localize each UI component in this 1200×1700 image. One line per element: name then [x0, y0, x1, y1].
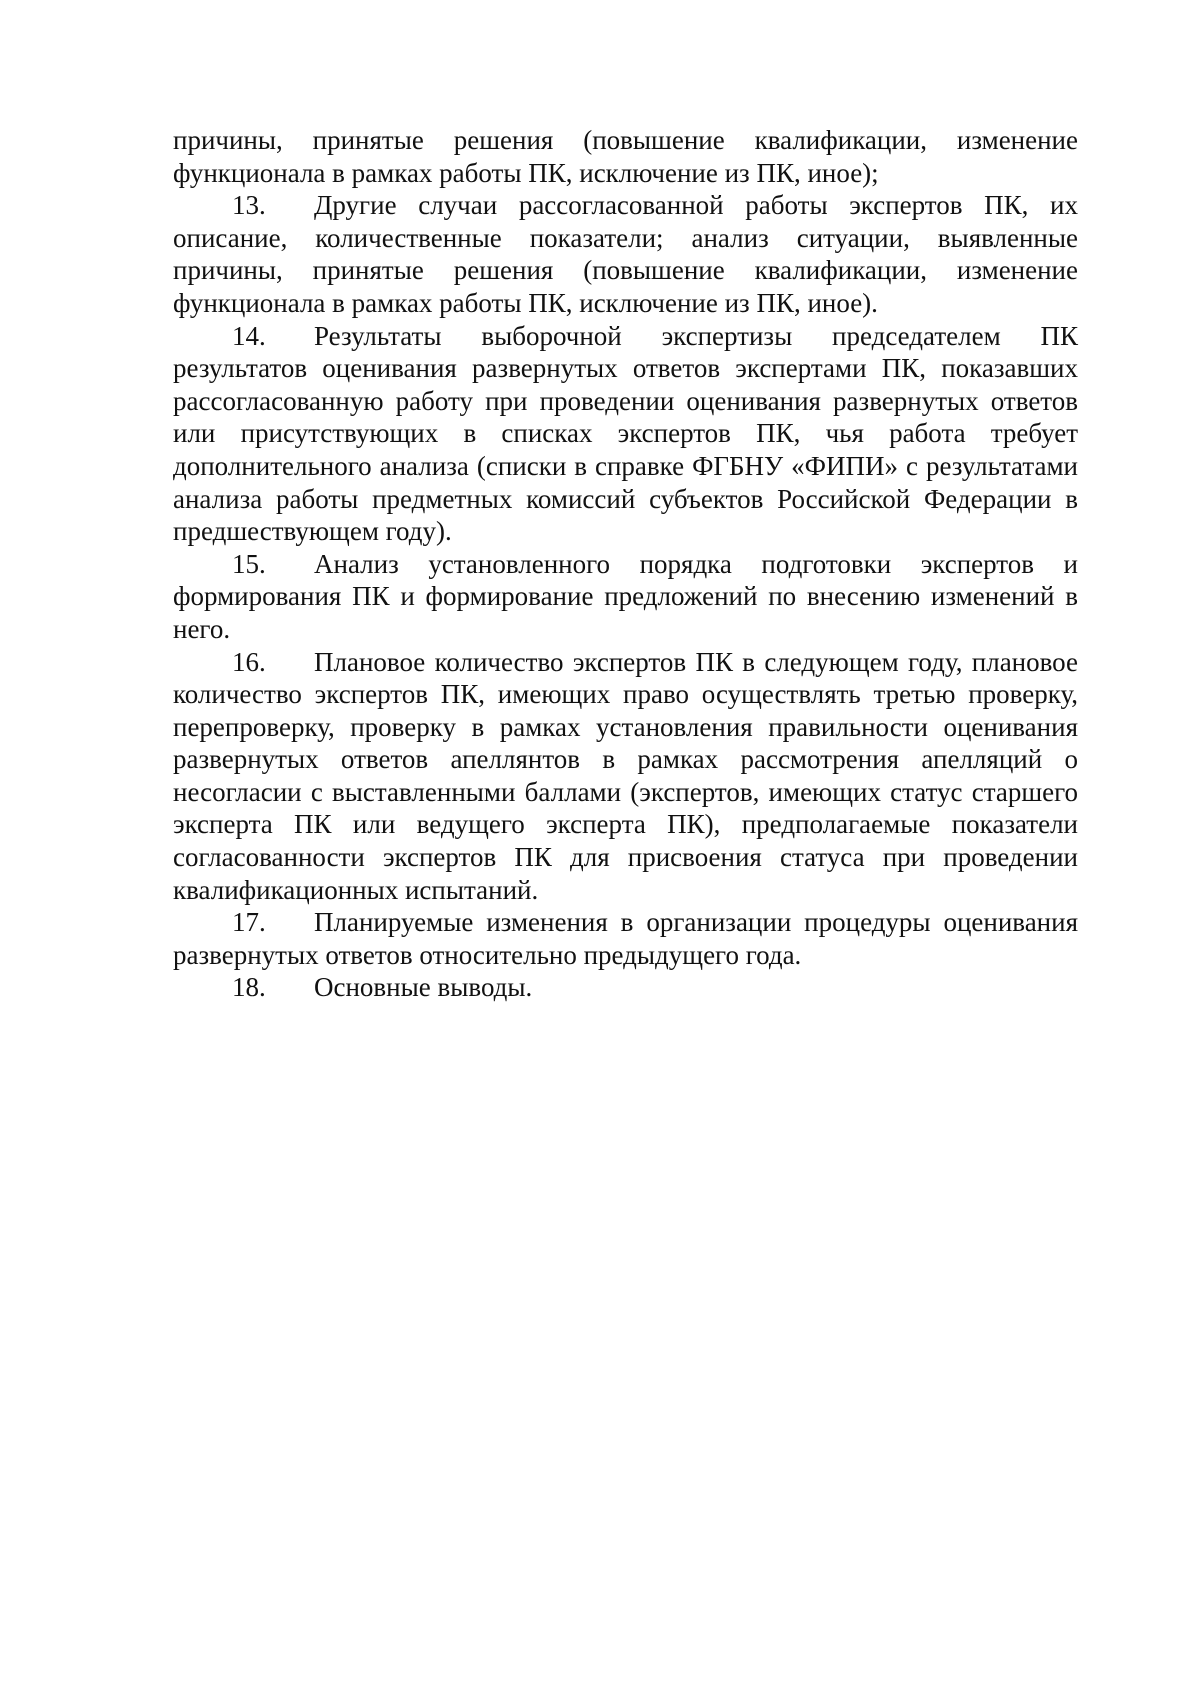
list-item-17: [173, 906, 1078, 971]
item-text: Планируемые изменения в организации процедуры оценивания развернутых ответов относительно предыдущего года.: [173, 907, 1078, 970]
item-number: 15.: [232, 548, 266, 579]
item-number: 14.: [232, 320, 266, 351]
item-number: 18.: [232, 972, 266, 1003]
list-item-15: [173, 548, 1078, 646]
document-body: [173, 124, 1078, 1004]
list-item-14: [173, 320, 1078, 548]
list-item-18: [173, 971, 1078, 1004]
continuation-paragraph: причины, принятые решения (повышение квалификации, изменение функционала в рамках работы ПК, исключение из ПК, иное);: [173, 125, 1078, 188]
item-number: 17.: [232, 907, 266, 938]
list-item-13: [173, 189, 1078, 319]
item-text: Плановое количество экспертов ПК в следующем году, плановое количество экспертов ПК, имеющих право осуществлять третью проверку, перепроверку, проверку в рамках установления правильности оценивания развернутых ответов апеллянтов в рамках рассмотрения апелляций о несогласии с выставленными баллами (экспертов, имеющих статус старшего эксперта ПК или ведущего эксперта ПК), предполагаемые показатели согласованности экспертов ПК для присвоения статуса при проведении квалификационных испытаний.: [173, 646, 1078, 905]
item-text: Результаты выборочной экспертизы председателем ПК результатов оценивания развернутых ответов экспертами ПК, показавших рассогласованную работу при проведении оценивания развернутых ответов или присутствующих в списках экспертов ПК, чья работа требует дополнительного анализа (списки в справке ФГБНУ «ФИПИ» с результатами анализа работы предметных комиссий субъектов Российской Федерации в предшествующем году).: [173, 320, 1078, 547]
item-text: Основные выводы.: [314, 972, 533, 1003]
item-text: Другие случаи рассогласованной работы экспертов ПК, их описание, количественные показатели; анализ ситуации, выявленные причины, принятые решения (повышение квалификации, изменение функционала в рамках работы ПК, исключение из ПК, иное).: [173, 190, 1078, 318]
item-number: 16.: [232, 646, 266, 677]
list-item-16: [173, 646, 1078, 907]
item-number: 13.: [232, 190, 266, 221]
item-text: Анализ установленного порядка подготовки экспертов и формирования ПК и формирование предложений по внесению изменений в него.: [173, 548, 1078, 644]
